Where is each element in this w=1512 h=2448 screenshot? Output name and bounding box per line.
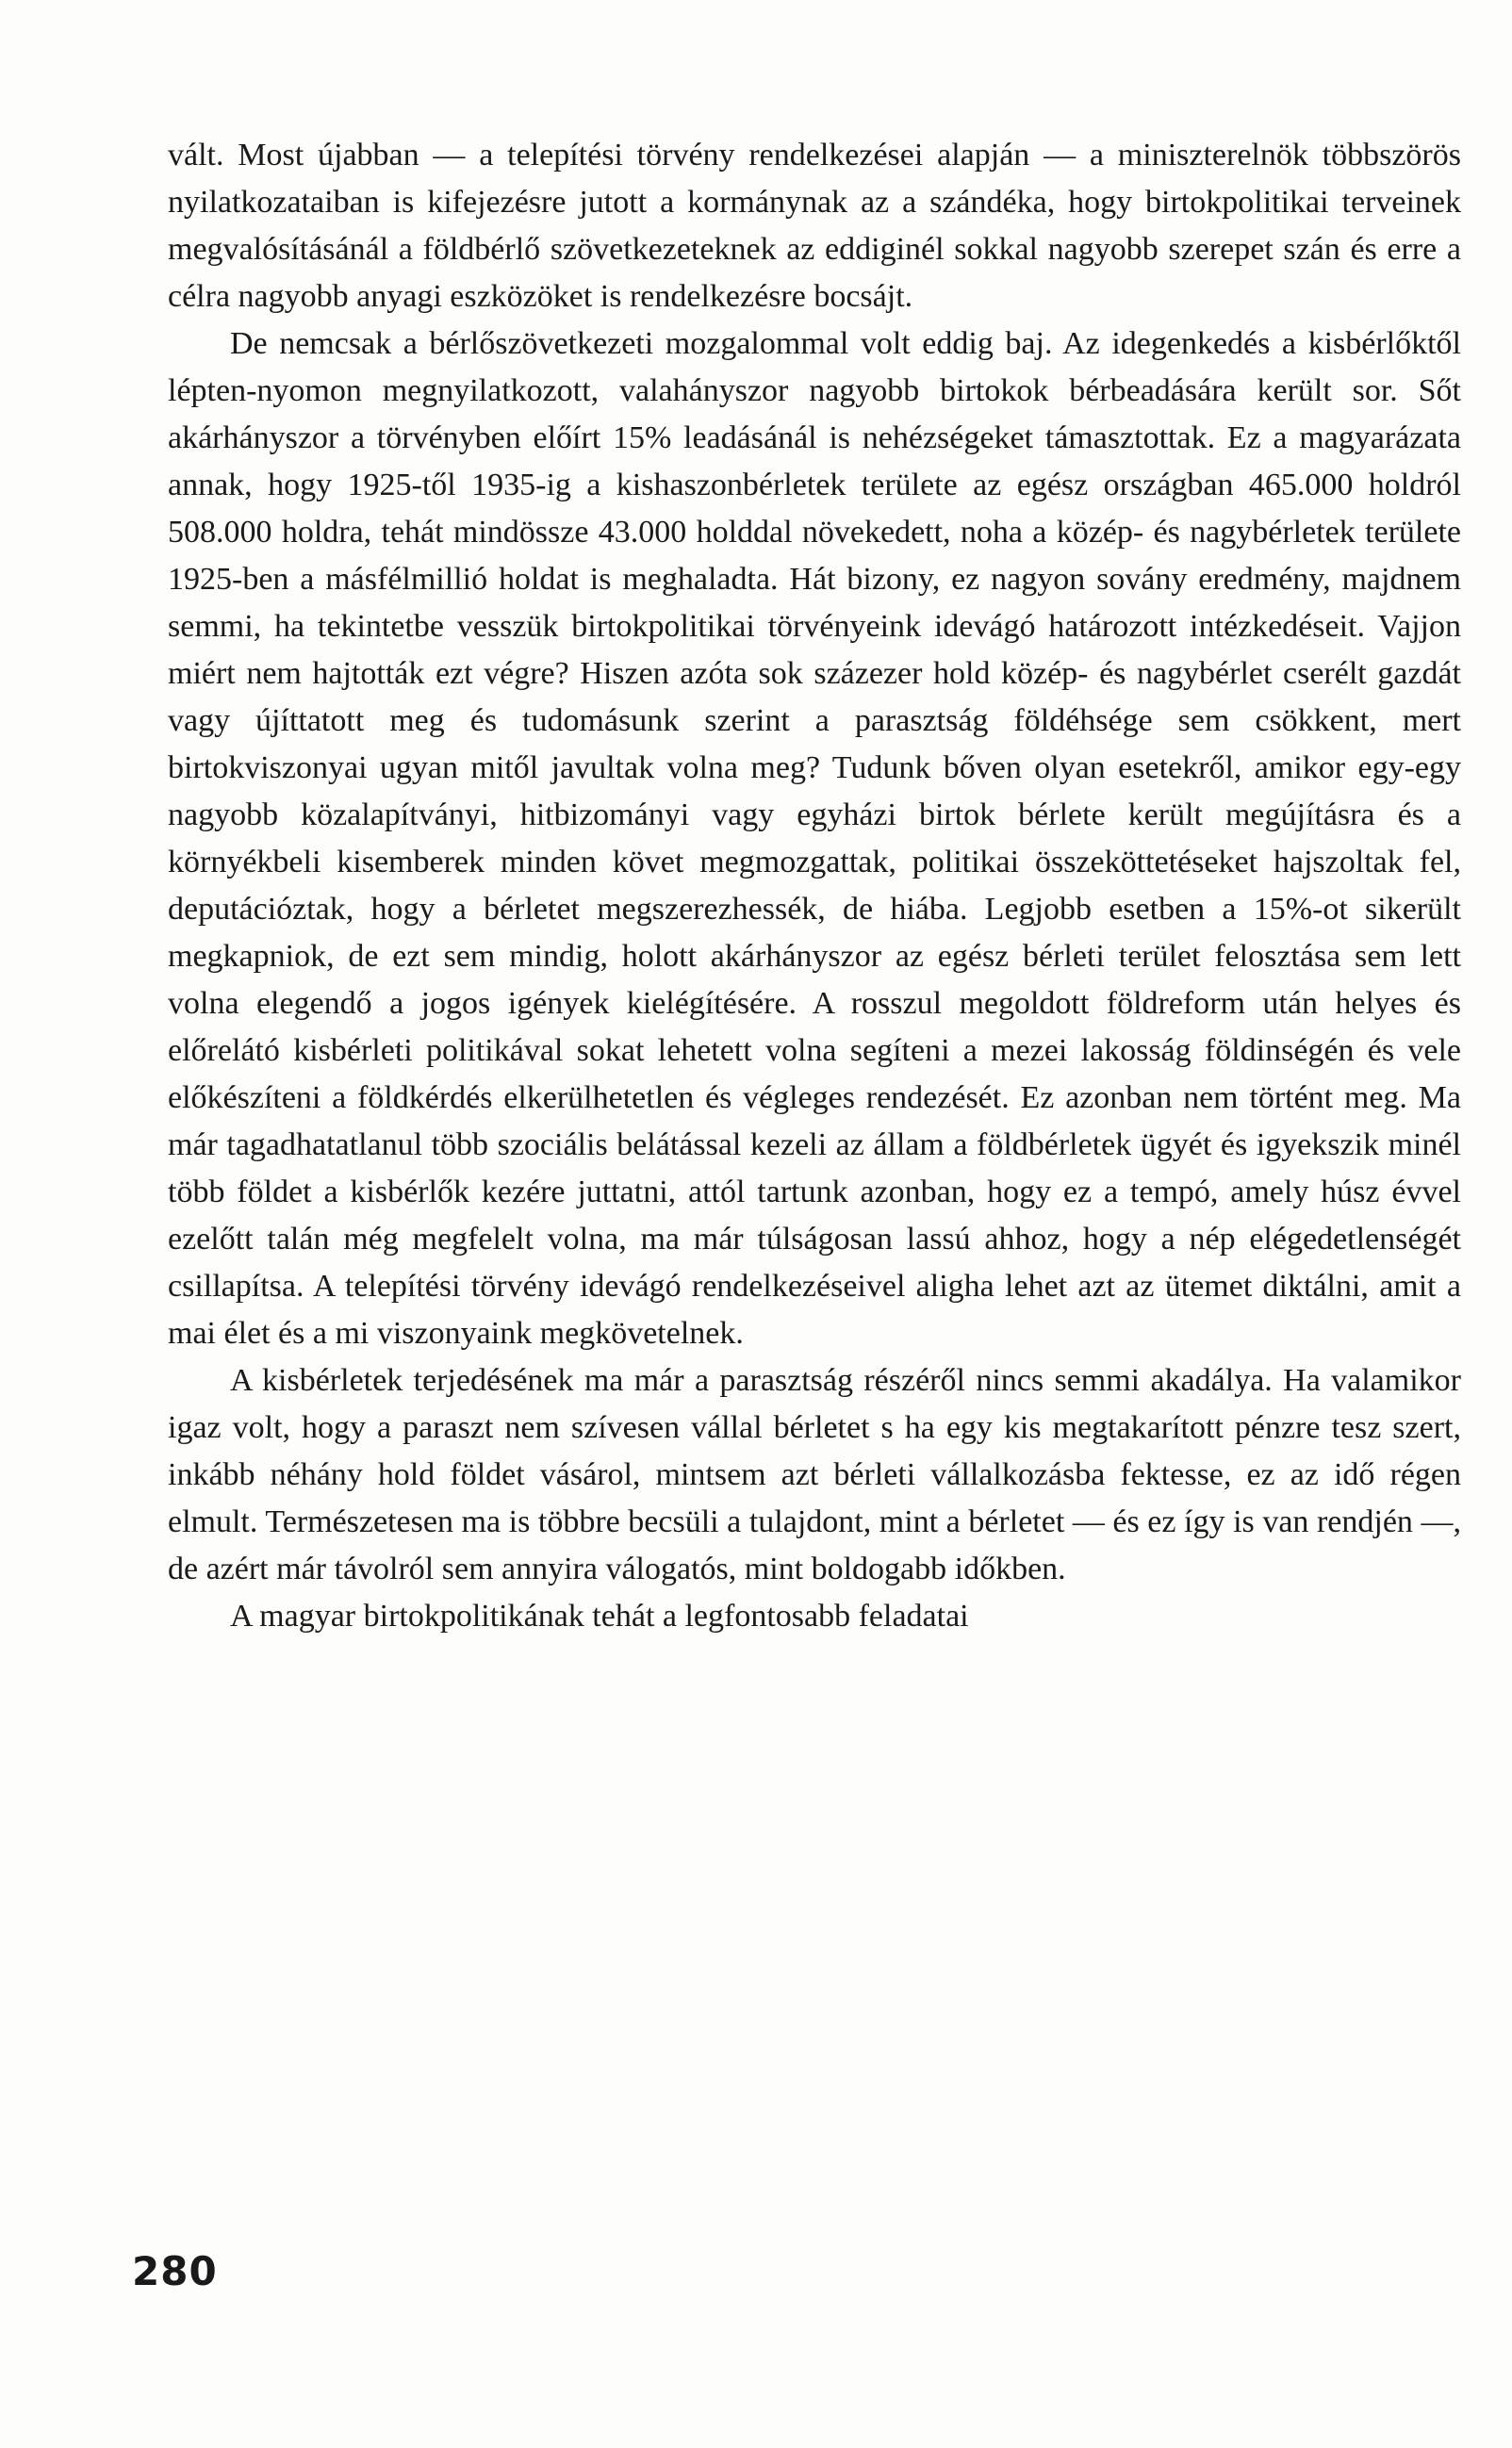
paragraph-3: A kisbérletek terjedésének ma már a parasztság részéről nincs semmi akadálya. Ha valamikor igaz volt, hogy a paraszt nem szívesen vállal bérletet s ha egy kis megtakarított pénzre tesz szert, inkább néhány hold földet vásárol, mintsem azt bérleti vállalkozásba fektesse, ez az idő régen elmult. Természetesen ma is többre becsüli a tulajdont, mint a bérletet — és ez így is van rendjén —, de azért már távolról sem annyira válogatós, mint boldogabb időkben. — [168, 1363, 1461, 1586]
paragraph-1: vált. Most újabban — a telepítési törvény rendelkezései alapján — a miniszterelnök többszörös nyilatkozataiban is kifejezésre jutott a kormánynak az a szándéka, hogy birtokpolitikai terveinek megvalósításánál a földbérlő szövetkezeteknek az eddiginél sokkal nagyobb szerepet szán és erre a célra nagyobb anyagi eszközöket is rendelkezésre bocsájt. — [168, 138, 1461, 314]
body-text — [168, 132, 1461, 1640]
paragraph-2: De nemcsak a bérlőszövetkezeti mozgalommal volt eddig baj. Az idegenkedés a kisbérlőktől lépten-nyomon megnyilatkozott, valahányszor nagyobb birtokok bérbeadására került sor. Sőt akárhányszor a törvényben előírt 15% leadásánál is nehézségeket támasztottak. Ez a magyarázata annak, hogy 1925-től 1935-ig a kishaszonbérletek területe az egész országban 465.000 holdról 508.000 holdra, tehát mindössze 43.000 holddal növekedett, noha a közép- és nagybérletek területe 1925-ben a másfélmillió holdat is meghaladta. Hát bizony, ez nagyon sovány eredmény, majdnem semmi, ha tekintetbe vesszük birtokpolitikai törvényeink idevágó határozott intézkedéseit. Vajjon miért nem hajtották ezt végre? Hiszen azóta sok százezer hold közép- és nagybérlet cserélt gazdát vagy újíttatott meg és tudomásunk szerint a parasztság földéhsége sem csökkent, mert birtokviszonyai ugyan mitől javultak volna meg? Tudunk bőven olyan esetekről, amikor egy-egy nagyobb közalapítványi, hitbizományi vagy egyházi birtok bérlete került megújításra és a környékbeli kisemberek minden követ megmozgattak, politikai összeköttetéseket hajszoltak fel, deputációztak, hogy a bérletet megszerezhessék, de hiába. Legjobb esetben a 15%-ot sikerült megkapniok, de ezt sem mindig, holott akárhányszor az egész bérleti terület felosztása sem lett volna elegendő a jogos igények kielégítésére. A rosszul megoldott földreform után helyes és előrelátó kisbérleti politikával sokat lehetett volna segíteni a mezei lakosság földinségén és vele előkészíteni a földkérdés elkerülhetetlen és végleges rendezését. Ez azonban nem történt meg. Ma már tagadhatatlanul több szociális belátással kezeli az állam a földbérletek ügyét és igyekszik minél több földet a kisbérlők kezére juttatni, attól tartunk azonban, hogy ez a tempó, amely húsz évvel ezelőtt talán még megfelelt volna, ma már túlságosan lassú ahhoz, hogy a nép elégedetlenségét csillapítsa. A telepítési törvény idevágó rendelkezéseivel aligha lehet azt az ütemet diktálni, amit a mai élet és a mi viszonyaink megkövetelnek. — [168, 326, 1461, 1351]
paragraph-4: A magyar birtokpolitikának tehát a legfontosabb feladatai — [230, 1599, 969, 1634]
page-number: 280 — [132, 2248, 218, 2294]
